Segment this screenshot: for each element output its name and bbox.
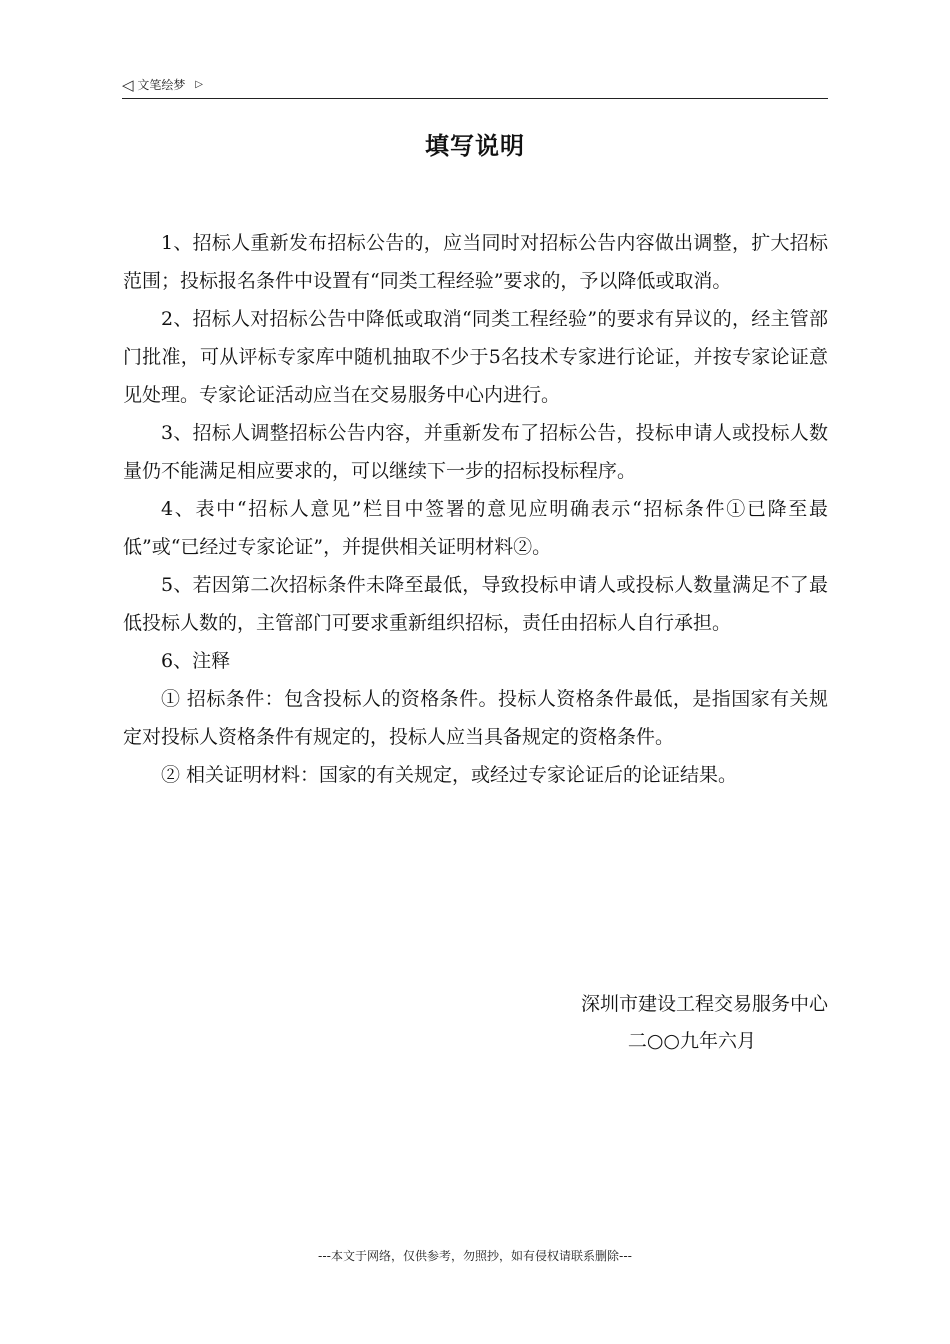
page-title: 填写说明 [425,132,525,160]
paragraph-2: 2、招标人对招标公告中降低或取消“同类工程经验”的要求有异议的，经主管部门批准，可从评标专家库中随机抽取不少于5名技术专家进行论证，并按专家论证意见处理。专家论证活动应当在交易服务中心内进行。 [123,308,828,406]
instructions-body [123,224,828,794]
left-triangle-icon: ◁ [122,76,134,94]
signature-date: 二○○九年六月 [627,1030,756,1052]
paragraph-1: 1、招标人重新发布招标公告的，应当同时对招标公告内容做出调整，扩大招标范围；投标报名条件中设置有“同类工程经验”要求的，予以降低或取消。 [123,232,828,292]
header-text: 文笔绘梦 [137,78,186,92]
paragraph-3: 3、招标人调整招标公告内容，并重新发布了招标公告，投标申请人或投标人数量仍不能满足相应要求的，可以继续下一步的招标投标程序。 [123,422,828,482]
page-footer: ---本文于网络，仅供参考，勿照抄，如有侵权请联系删除--- [318,1249,632,1263]
signature-block [581,986,828,1060]
paragraph-5: 5、若因第二次招标条件未降至最低，导致投标申请人或投标人数量满足不了最低投标人数的，主管部门可要求重新组织招标，责任由招标人自行承担。 [123,574,828,634]
right-triangle-icon: ▷ [195,79,203,90]
paragraph-6: 6、注释 [161,650,231,672]
note-1: ① 招标条件：包含投标人的资格条件。投标人资格条件最低，是指国家有关规定对投标人资格条件有规定的，投标人应当具备规定的资格条件。 [123,688,828,748]
note-2: ② 相关证明材料：国家的有关规定，或经过专家论证后的论证结果。 [161,764,738,786]
page-header [122,74,828,99]
signature-org: 深圳市建设工程交易服务中心 [580,993,828,1015]
paragraph-4: 4、表中“招标人意见”栏目中签署的意见应明确表示“招标条件①已降至最低”或“已经过专家论证”，并提供相关证明材料②。 [123,498,828,558]
